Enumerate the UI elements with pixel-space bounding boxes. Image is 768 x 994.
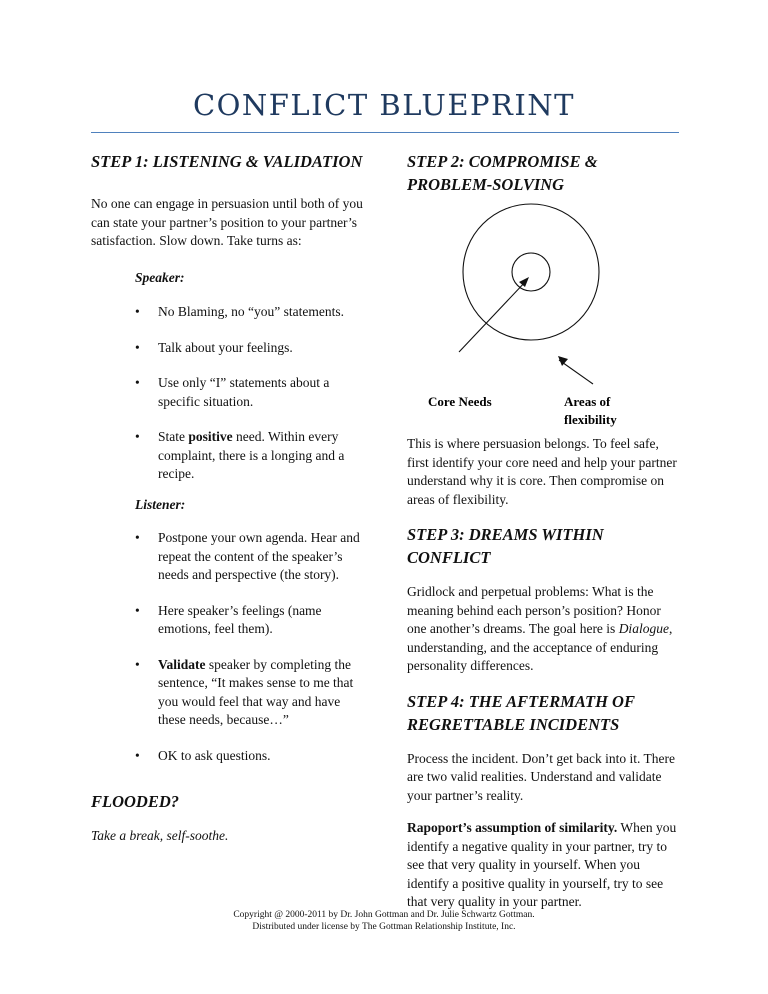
step4-text: Process the incident. Don’t get back into it. There are two valid realities. Understand and validate your partner’s reality.: [407, 750, 675, 803]
speaker-item: • No Blaming, no “you” statements.: [91, 303, 371, 322]
right-column: [407, 150, 682, 912]
core-needs-diagram: [407, 196, 682, 431]
listener-item: • Postpone your own agenda. Hear and repeat the content of the speaker’s needs and perspective (the story).: [91, 529, 371, 585]
rapoport-title: Rapoport’s assumption of similarity.: [407, 820, 618, 835]
step2-heading: STEP 2: COMPROMISE & PROBLEM-SOLVING: [407, 152, 598, 194]
speaker-item: • Use only “I” statements about a specific situation.: [91, 374, 371, 411]
rapoport-paragraph: [407, 819, 682, 912]
flooded-heading: FLOODED?: [91, 792, 180, 811]
step3-heading: STEP 3: DREAMS WITHIN CONFLICT: [407, 525, 604, 567]
listener-item: [91, 656, 371, 730]
speaker-list: [91, 303, 371, 484]
step3-text-part: Gridlock and perpetual problems: What is the meaning behind each person’s position? Honor one another’s dreams. The goal here is: [407, 584, 661, 636]
rapoport-text: When you identify a negative quality in your partner, try to see that very quality in yourself. When you identify a positive quality in yourself, try to see that very quality in your partner.: [407, 820, 677, 909]
speaker-label: Speaker:: [135, 269, 185, 285]
core-needs-arrow: [459, 280, 527, 352]
areas-label: [564, 394, 617, 427]
listener-item: • OK to ask questions.: [91, 747, 371, 766]
footer-line: Copyright @ 2000-2011 by Dr. John Gottman and Dr. Julie Schwartz Gottman.: [233, 910, 535, 920]
listener-item-text: speaker by completing the sentence, “It makes sense to me that you would feel that way and have these needs, because…”: [158, 656, 354, 727]
step1-heading: STEP 1: LISTENING & VALIDATION: [91, 152, 363, 171]
step2-text: This is where persuasion belongs. To feel safe, first identify your core need and help your partner understand why it is core. Then compromise on areas of flexibility.: [407, 436, 677, 507]
speaker-item: • Talk about your feelings.: [91, 339, 371, 358]
flooded-text: Take a break, self-soothe.: [91, 828, 229, 843]
core-needs-label: Core Needs: [428, 394, 492, 409]
core-needs-arrowhead: [519, 277, 529, 287]
copyright-footer: [0, 909, 768, 933]
step3-text: [407, 583, 682, 676]
footer-line: Distributed under license by The Gottman Relationship Institute, Inc.: [252, 922, 516, 932]
areas-label-text: Areas of: [564, 394, 611, 409]
step3-text-part: , understanding, and the acceptance of enduring personality differences.: [407, 621, 673, 673]
speaker-item-emphasis: positive: [188, 429, 233, 444]
step3-text-italic: Dialogue: [618, 621, 669, 636]
left-column: [91, 150, 371, 846]
page-title: CONFLICT BLUEPRINT: [192, 88, 576, 122]
listener-label: Listener:: [135, 496, 186, 512]
areas-arrow: [559, 360, 593, 384]
areas-label-text-line2: flexibility: [564, 412, 617, 427]
listener-item: • Here speaker’s feelings (name emotions, feel them).: [91, 602, 371, 639]
inner-circle: [512, 253, 550, 291]
speaker-item: [91, 428, 371, 484]
concentric-circles-diagram: [407, 196, 682, 431]
listener-item-emphasis: Validate: [158, 656, 206, 672]
step1-intro: No one can engage in persuasion until both of you can state your partner’s position to your partner’s satisfaction. Slow down. Take turns as:: [91, 196, 363, 248]
outer-circle: [463, 204, 599, 340]
listener-list: [91, 529, 371, 765]
speaker-item-text: need. Within every complaint, there is a longing and a recipe.: [158, 429, 345, 481]
title-divider: [91, 132, 679, 133]
speaker-item-text: State: [158, 429, 189, 444]
step4-heading: STEP 4: THE AFTERMATH OF REGRETTABLE INCIDENTS: [407, 691, 635, 734]
